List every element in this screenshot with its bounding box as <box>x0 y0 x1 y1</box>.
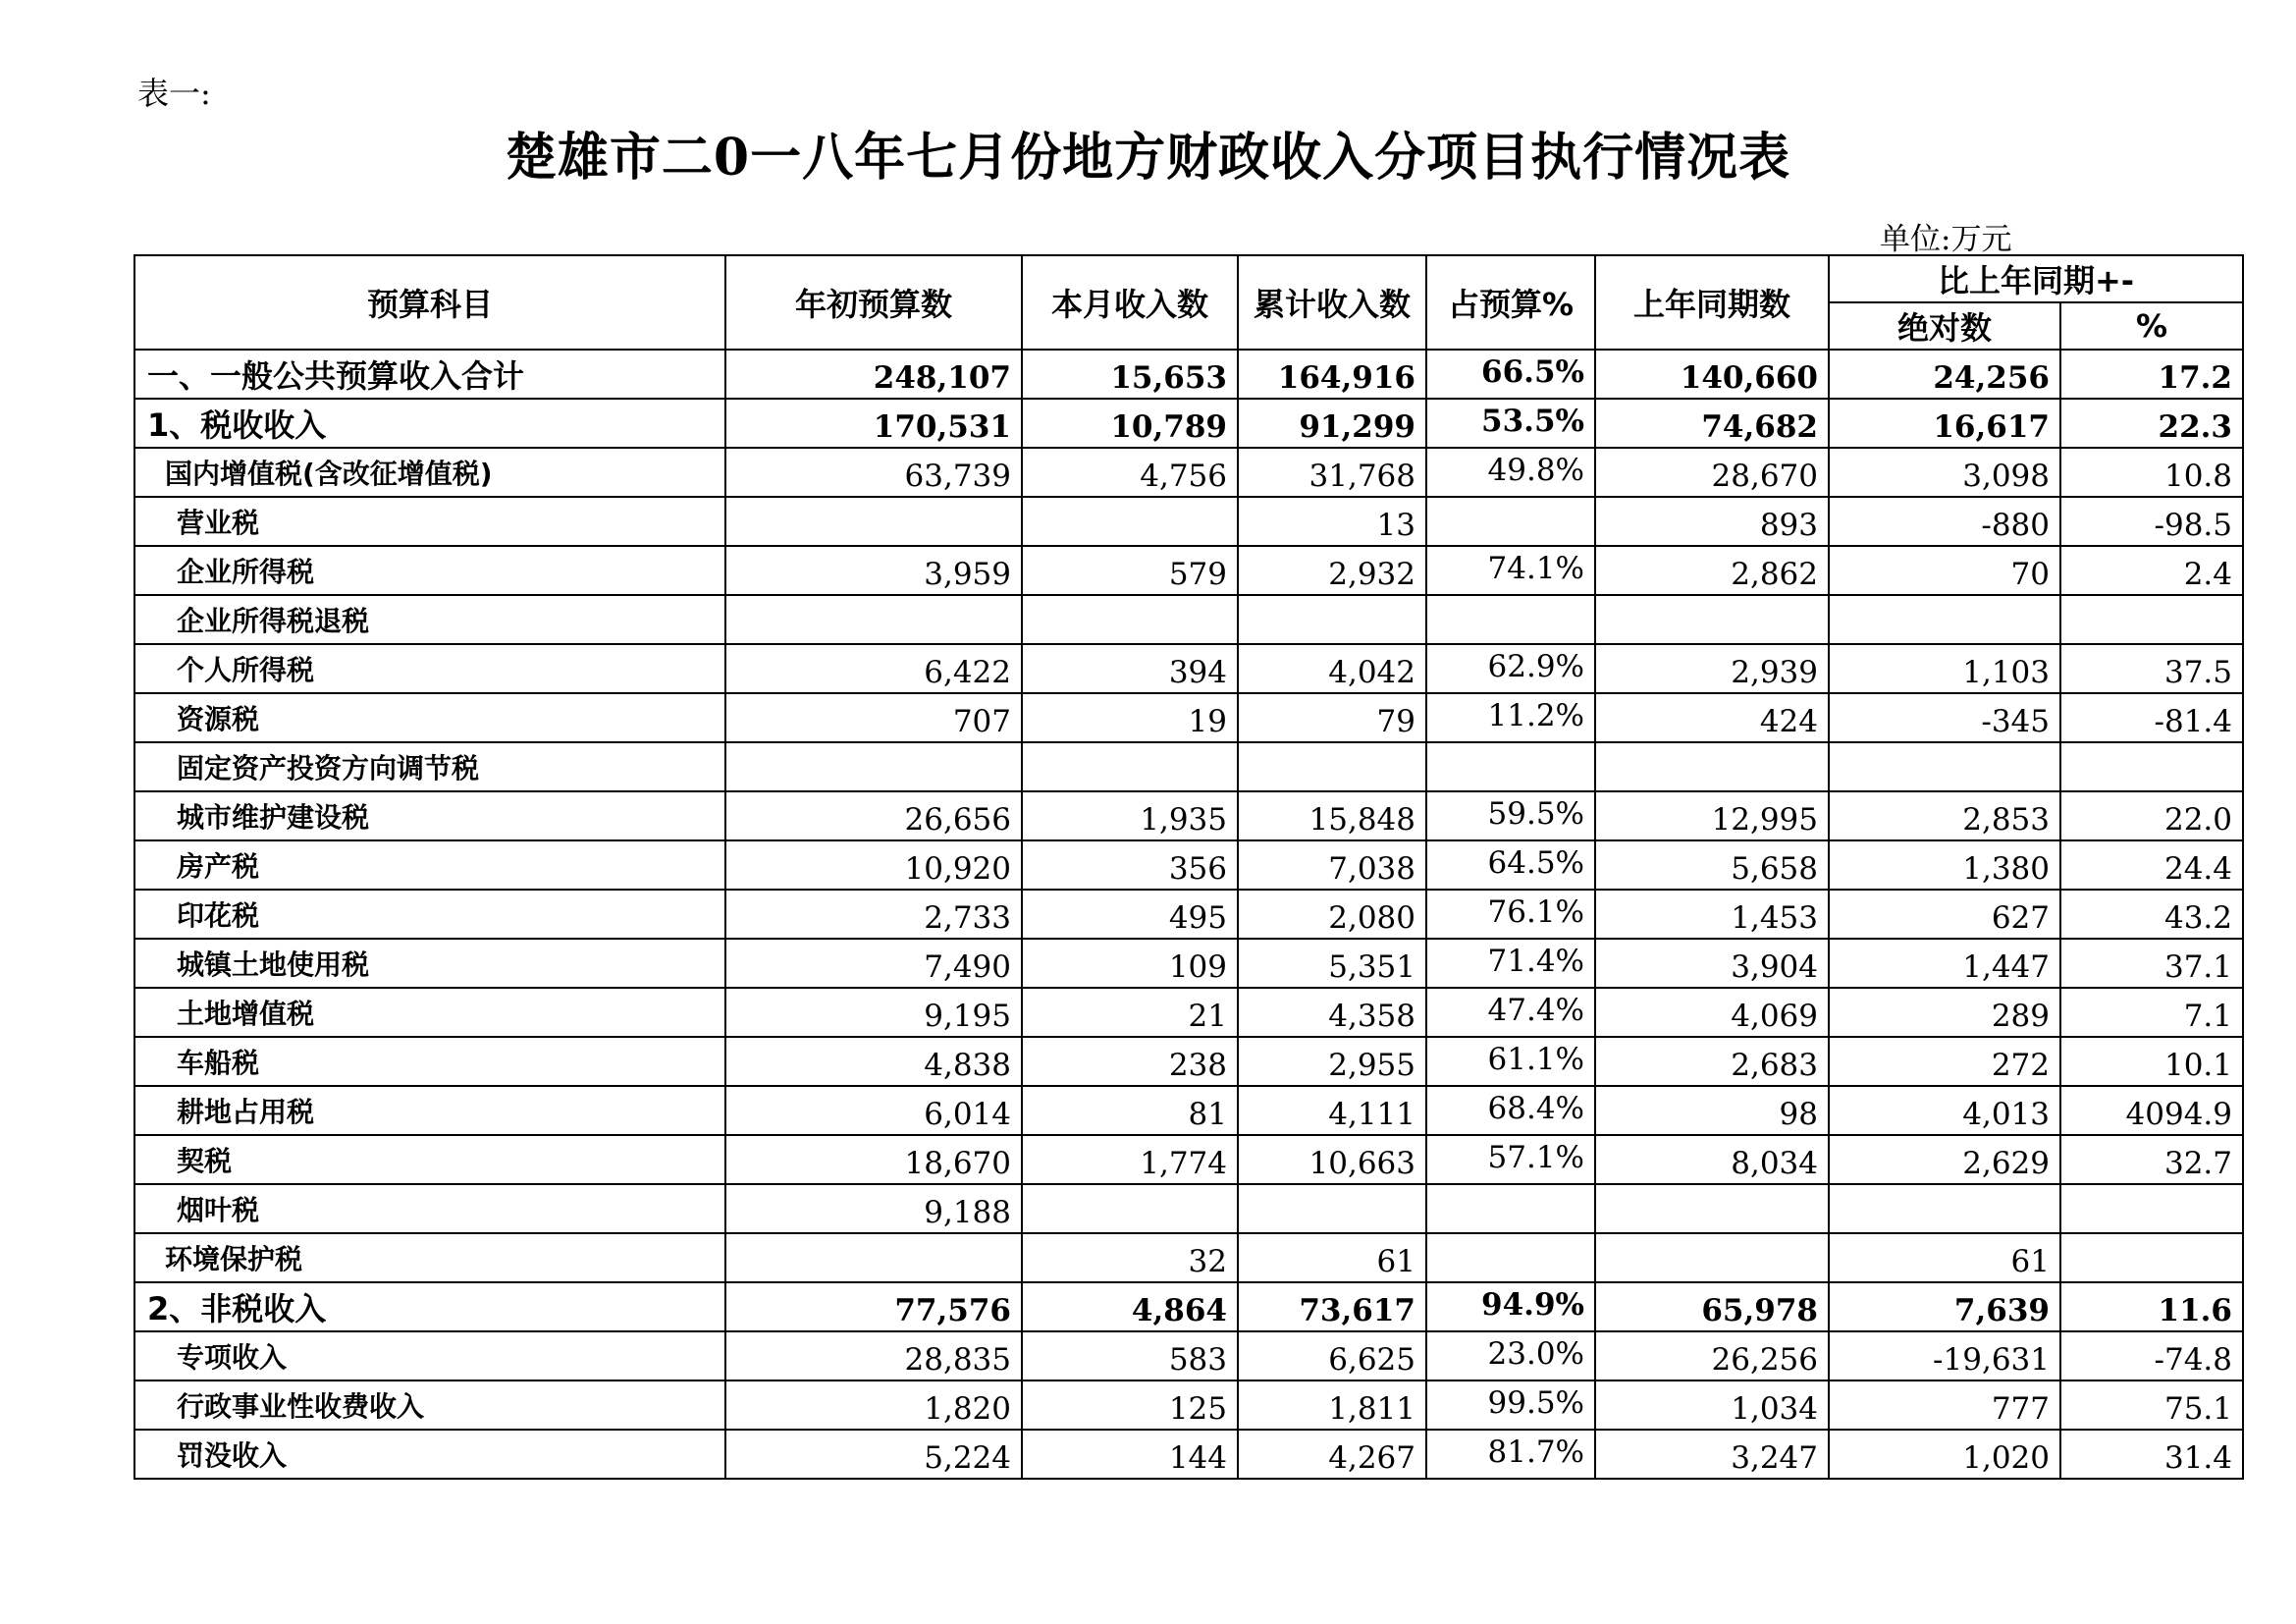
cell-budget: 9,188 <box>725 1184 1022 1233</box>
cell-abs: -880 <box>1829 497 2060 546</box>
cell-pct: 31.4 <box>2060 1430 2243 1479</box>
cell-budget: 77,576 <box>725 1282 1022 1331</box>
cell-pct-budget: 71.4% <box>1426 939 1595 988</box>
cell-cumulative <box>1238 742 1426 791</box>
cell-cumulative: 1,811 <box>1238 1380 1426 1430</box>
header-cumulative: 累计收入数 <box>1238 255 1426 350</box>
table-row <box>134 448 2243 497</box>
cell-last-year: 74,682 <box>1595 399 1829 448</box>
cell-pct: 43.2 <box>2060 890 2243 939</box>
cell-subject: 耕地占用税 <box>134 1086 725 1135</box>
cell-subject: 城市维护建设税 <box>134 791 725 840</box>
cell-abs: 1,380 <box>1829 840 2060 890</box>
table-row <box>134 546 2243 595</box>
cell-pct-budget <box>1426 497 1595 546</box>
cell-month <box>1022 1184 1238 1233</box>
header-subject: 预算科目 <box>134 255 725 350</box>
cell-last-year <box>1595 1233 1829 1282</box>
page-title: 楚雄市二0一八年七月份地方财政收入分项目执行情况表 <box>505 128 1791 188</box>
cell-budget: 170,531 <box>725 399 1022 448</box>
cell-month: 495 <box>1022 890 1238 939</box>
cell-subject: 环境保护税 <box>134 1233 725 1282</box>
cell-cumulative <box>1238 1184 1426 1233</box>
cell-last-year: 98 <box>1595 1086 1829 1135</box>
cell-pct: -98.5 <box>2060 497 2243 546</box>
cell-month: 583 <box>1022 1331 1238 1380</box>
cell-last-year: 1,034 <box>1595 1380 1829 1430</box>
cell-budget: 2,733 <box>725 890 1022 939</box>
header-compare: 比上年同期+- <box>1829 255 2243 302</box>
cell-budget <box>725 742 1022 791</box>
table-row <box>134 399 2243 448</box>
cell-cumulative: 2,932 <box>1238 546 1426 595</box>
unit-label: 单位:万元 <box>1880 222 2012 257</box>
cell-abs: -19,631 <box>1829 1331 2060 1380</box>
cell-abs <box>1829 1184 2060 1233</box>
cell-month: 1,935 <box>1022 791 1238 840</box>
table-row <box>134 1430 2243 1479</box>
cell-budget: 10,920 <box>725 840 1022 890</box>
cell-month: 81 <box>1022 1086 1238 1135</box>
cell-abs: 1,020 <box>1829 1430 2060 1479</box>
cell-pct-budget: 68.4% <box>1426 1086 1595 1135</box>
table-row <box>134 1037 2243 1086</box>
cell-pct: 32.7 <box>2060 1135 2243 1184</box>
cell-subject: 国内增值税(含改征增值税) <box>134 448 725 497</box>
cell-cumulative: 31,768 <box>1238 448 1426 497</box>
table-row <box>134 1135 2243 1184</box>
cell-month: 144 <box>1022 1430 1238 1479</box>
cell-abs: 70 <box>1829 546 2060 595</box>
table-row <box>134 1086 2243 1135</box>
cell-pct: 10.8 <box>2060 448 2243 497</box>
cell-budget: 6,014 <box>725 1086 1022 1135</box>
cell-pct-budget <box>1426 742 1595 791</box>
cell-pct-budget: 64.5% <box>1426 840 1595 890</box>
cell-subject: 罚没收入 <box>134 1430 725 1479</box>
cell-pct-budget <box>1426 1233 1595 1282</box>
cell-subject: 一、一般公共预算收入合计 <box>134 350 725 399</box>
cell-budget: 26,656 <box>725 791 1022 840</box>
table-row <box>134 693 2243 742</box>
table-row <box>134 890 2243 939</box>
cell-budget: 9,195 <box>725 988 1022 1037</box>
cell-cumulative: 10,663 <box>1238 1135 1426 1184</box>
table-row <box>134 595 2243 644</box>
cell-last-year: 3,904 <box>1595 939 1829 988</box>
cell-cumulative: 4,358 <box>1238 988 1426 1037</box>
cell-subject: 印花税 <box>134 890 725 939</box>
cell-budget <box>725 497 1022 546</box>
table-row <box>134 1282 2243 1331</box>
cell-budget <box>725 595 1022 644</box>
cell-last-year <box>1595 1184 1829 1233</box>
cell-subject: 2、非税收入 <box>134 1282 725 1331</box>
cell-month <box>1022 595 1238 644</box>
table-row <box>134 1380 2243 1430</box>
cell-month: 238 <box>1022 1037 1238 1086</box>
header-month: 本月收入数 <box>1022 255 1238 350</box>
cell-budget: 7,490 <box>725 939 1022 988</box>
cell-cumulative: 5,351 <box>1238 939 1426 988</box>
cell-month: 394 <box>1022 644 1238 693</box>
cell-budget: 1,820 <box>725 1380 1022 1430</box>
header-pct: % <box>2060 302 2243 350</box>
cell-last-year: 8,034 <box>1595 1135 1829 1184</box>
cell-budget: 63,739 <box>725 448 1022 497</box>
cell-last-year: 65,978 <box>1595 1282 1829 1331</box>
cell-pct: -74.8 <box>2060 1331 2243 1380</box>
table-row <box>134 1184 2243 1233</box>
cell-cumulative: 7,038 <box>1238 840 1426 890</box>
cell-cumulative: 2,080 <box>1238 890 1426 939</box>
cell-abs: 272 <box>1829 1037 2060 1086</box>
cell-budget: 28,835 <box>725 1331 1022 1380</box>
cell-budget: 4,838 <box>725 1037 1022 1086</box>
table-row <box>134 939 2243 988</box>
cell-month: 19 <box>1022 693 1238 742</box>
cell-budget: 5,224 <box>725 1430 1022 1479</box>
cell-abs <box>1829 595 2060 644</box>
cell-abs: 777 <box>1829 1380 2060 1430</box>
cell-abs: 3,098 <box>1829 448 2060 497</box>
cell-pct <box>2060 595 2243 644</box>
cell-last-year: 12,995 <box>1595 791 1829 840</box>
cell-cumulative: 2,955 <box>1238 1037 1426 1086</box>
header-abs: 绝对数 <box>1829 302 2060 350</box>
cell-last-year <box>1595 742 1829 791</box>
cell-month: 1,774 <box>1022 1135 1238 1184</box>
cell-subject: 城镇土地使用税 <box>134 939 725 988</box>
cell-budget: 6,422 <box>725 644 1022 693</box>
cell-abs: 16,617 <box>1829 399 2060 448</box>
table-row <box>134 350 2243 399</box>
cell-pct-budget: 49.8% <box>1426 448 1595 497</box>
cell-pct <box>2060 742 2243 791</box>
table-row <box>134 840 2243 890</box>
cell-month: 579 <box>1022 546 1238 595</box>
header-last-year: 上年同期数 <box>1595 255 1829 350</box>
cell-pct: 2.4 <box>2060 546 2243 595</box>
cell-pct: 11.6 <box>2060 1282 2243 1331</box>
cell-cumulative: 164,916 <box>1238 350 1426 399</box>
cell-budget: 707 <box>725 693 1022 742</box>
cell-budget: 248,107 <box>725 350 1022 399</box>
cell-cumulative: 61 <box>1238 1233 1426 1282</box>
cell-budget: 3,959 <box>725 546 1022 595</box>
table-body <box>134 350 2243 1479</box>
cell-pct-budget: 76.1% <box>1426 890 1595 939</box>
cell-subject: 企业所得税 <box>134 546 725 595</box>
header-budget: 年初预算数 <box>725 255 1022 350</box>
cell-last-year <box>1595 595 1829 644</box>
cell-subject: 土地增值税 <box>134 988 725 1037</box>
cell-abs: -345 <box>1829 693 2060 742</box>
cell-abs: 7,639 <box>1829 1282 2060 1331</box>
cell-last-year: 2,683 <box>1595 1037 1829 1086</box>
cell-pct-budget: 94.9% <box>1426 1282 1595 1331</box>
cell-last-year: 140,660 <box>1595 350 1829 399</box>
cell-subject: 企业所得税退税 <box>134 595 725 644</box>
cell-pct-budget: 81.7% <box>1426 1430 1595 1479</box>
cell-month: 125 <box>1022 1380 1238 1430</box>
cell-cumulative: 91,299 <box>1238 399 1426 448</box>
cell-cumulative: 4,042 <box>1238 644 1426 693</box>
cell-subject: 契税 <box>134 1135 725 1184</box>
cell-pct: 75.1 <box>2060 1380 2243 1430</box>
table-row <box>134 988 2243 1037</box>
cell-cumulative <box>1238 595 1426 644</box>
cell-last-year: 1,453 <box>1595 890 1829 939</box>
cell-pct-budget: 61.1% <box>1426 1037 1595 1086</box>
cell-pct: 37.5 <box>2060 644 2243 693</box>
cell-pct-budget: 47.4% <box>1426 988 1595 1037</box>
cell-abs: 4,013 <box>1829 1086 2060 1135</box>
cell-pct: 22.3 <box>2060 399 2243 448</box>
table-row <box>134 1233 2243 1282</box>
cell-month: 15,653 <box>1022 350 1238 399</box>
doc-label: 表一: <box>137 75 211 112</box>
cell-abs: 2,629 <box>1829 1135 2060 1184</box>
cell-abs: 1,103 <box>1829 644 2060 693</box>
cell-abs: 24,256 <box>1829 350 2060 399</box>
cell-last-year: 3,247 <box>1595 1430 1829 1479</box>
cell-abs: 2,853 <box>1829 791 2060 840</box>
cell-abs: 627 <box>1829 890 2060 939</box>
cell-subject: 房产税 <box>134 840 725 890</box>
cell-month <box>1022 742 1238 791</box>
cell-abs <box>1829 742 2060 791</box>
cell-month: 32 <box>1022 1233 1238 1282</box>
cell-month: 356 <box>1022 840 1238 890</box>
cell-month: 10,789 <box>1022 399 1238 448</box>
cell-month: 4,756 <box>1022 448 1238 497</box>
cell-subject: 固定资产投资方向调节税 <box>134 742 725 791</box>
table-row <box>134 1331 2243 1380</box>
cell-last-year: 26,256 <box>1595 1331 1829 1380</box>
cell-subject: 1、税收收入 <box>134 399 725 448</box>
cell-subject: 个人所得税 <box>134 644 725 693</box>
cell-pct: 22.0 <box>2060 791 2243 840</box>
cell-subject: 烟叶税 <box>134 1184 725 1233</box>
cell-last-year: 5,658 <box>1595 840 1829 890</box>
table-row <box>134 742 2243 791</box>
cell-pct: 17.2 <box>2060 350 2243 399</box>
cell-pct: 37.1 <box>2060 939 2243 988</box>
cell-cumulative: 4,267 <box>1238 1430 1426 1479</box>
cell-pct-budget: 53.5% <box>1426 399 1595 448</box>
cell-abs: 289 <box>1829 988 2060 1037</box>
cell-pct-budget: 66.5% <box>1426 350 1595 399</box>
revenue-table <box>133 254 2244 1480</box>
cell-pct-budget: 62.9% <box>1426 644 1595 693</box>
header-pct-budget: 占预算% <box>1426 255 1595 350</box>
cell-cumulative: 79 <box>1238 693 1426 742</box>
cell-month: 4,864 <box>1022 1282 1238 1331</box>
cell-budget: 18,670 <box>725 1135 1022 1184</box>
table-row <box>134 791 2243 840</box>
cell-pct: 7.1 <box>2060 988 2243 1037</box>
cell-pct-budget: 57.1% <box>1426 1135 1595 1184</box>
cell-cumulative: 15,848 <box>1238 791 1426 840</box>
cell-pct-budget: 59.5% <box>1426 791 1595 840</box>
cell-last-year: 4,069 <box>1595 988 1829 1037</box>
cell-pct <box>2060 1233 2243 1282</box>
cell-pct: -81.4 <box>2060 693 2243 742</box>
cell-last-year: 424 <box>1595 693 1829 742</box>
cell-month: 21 <box>1022 988 1238 1037</box>
table-row <box>134 497 2243 546</box>
cell-cumulative: 6,625 <box>1238 1331 1426 1380</box>
cell-pct-budget: 23.0% <box>1426 1331 1595 1380</box>
cell-pct-budget <box>1426 1184 1595 1233</box>
cell-subject: 行政事业性收费收入 <box>134 1380 725 1430</box>
cell-cumulative: 13 <box>1238 497 1426 546</box>
cell-budget <box>725 1233 1022 1282</box>
cell-last-year: 28,670 <box>1595 448 1829 497</box>
cell-cumulative: 73,617 <box>1238 1282 1426 1331</box>
cell-abs: 1,447 <box>1829 939 2060 988</box>
cell-last-year: 2,862 <box>1595 546 1829 595</box>
cell-pct-budget: 74.1% <box>1426 546 1595 595</box>
cell-subject: 专项收入 <box>134 1331 725 1380</box>
cell-subject: 资源税 <box>134 693 725 742</box>
cell-pct <box>2060 1184 2243 1233</box>
cell-pct-budget: 11.2% <box>1426 693 1595 742</box>
cell-pct: 4094.9 <box>2060 1086 2243 1135</box>
cell-month: 109 <box>1022 939 1238 988</box>
cell-last-year: 2,939 <box>1595 644 1829 693</box>
cell-pct: 24.4 <box>2060 840 2243 890</box>
cell-subject: 车船税 <box>134 1037 725 1086</box>
cell-abs: 61 <box>1829 1233 2060 1282</box>
cell-month <box>1022 497 1238 546</box>
cell-last-year: 893 <box>1595 497 1829 546</box>
table-row <box>134 644 2243 693</box>
cell-pct-budget: 99.5% <box>1426 1380 1595 1430</box>
cell-pct: 10.1 <box>2060 1037 2243 1086</box>
cell-cumulative: 4,111 <box>1238 1086 1426 1135</box>
cell-pct-budget <box>1426 595 1595 644</box>
cell-subject: 营业税 <box>134 497 725 546</box>
